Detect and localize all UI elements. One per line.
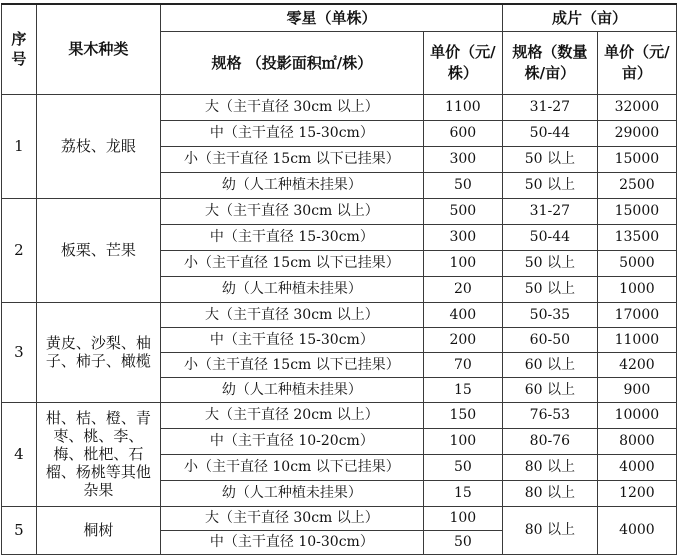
spec-cell: 小（主干直径 15cm 以下已挂果）: [161, 146, 424, 172]
mu-price-cell: 2500: [597, 172, 676, 198]
mu-price-cell: 15000: [597, 198, 676, 224]
mu-price-cell: 4000: [597, 506, 676, 554]
spec-cell: 大（主干直径 30cm 以上）: [161, 506, 424, 530]
table-row: [2, 506, 677, 530]
mu-price-cell: 11000: [597, 327, 676, 352]
group-index: 2: [2, 198, 37, 302]
mu-price-cell: 900: [597, 377, 676, 402]
price-cell: 100: [423, 506, 502, 530]
fruit-name: 黄皮、沙梨、柚子、柿子、橄榄: [36, 302, 160, 402]
price-cell: 400: [423, 302, 502, 327]
price-cell: 70: [423, 352, 502, 377]
density-cell: 31-27: [502, 198, 597, 224]
header-unit-price-mu: 单价（元/亩）: [597, 31, 676, 94]
price-cell: 100: [423, 428, 502, 454]
spec-cell: 中（主干直径 15-30cm）: [161, 224, 424, 250]
density-cell: 50-44: [502, 224, 597, 250]
price-cell: 200: [423, 327, 502, 352]
table-row: [2, 198, 677, 224]
fruit-name: 桐树: [36, 506, 160, 554]
group-index: 5: [2, 506, 37, 554]
density-cell: 60-50: [502, 327, 597, 352]
density-cell: 80-76: [502, 428, 597, 454]
price-cell: 100: [423, 250, 502, 276]
density-cell: 80 以上: [502, 454, 597, 480]
header-scattered: 零星（单株）: [161, 4, 503, 31]
price-cell: 15: [423, 377, 502, 402]
mu-price-cell: 4000: [597, 454, 676, 480]
header-seq: 序号: [2, 4, 37, 94]
density-cell: 31-27: [502, 94, 597, 120]
table-row: [2, 94, 677, 120]
spec-cell: 大（主干直径 30cm 以上）: [161, 302, 424, 327]
price-cell: 50: [423, 530, 502, 554]
density-cell: 80 以上: [502, 506, 597, 554]
spec-cell: 中（主干直径 15-30cm）: [161, 327, 424, 352]
price-cell: 150: [423, 402, 502, 428]
spec-cell: 幼（人工种植未挂果）: [161, 377, 424, 402]
price-cell: 1100: [423, 94, 502, 120]
density-cell: 50-44: [502, 120, 597, 146]
spec-cell: 中（主干直径 10-30cm）: [161, 530, 424, 554]
price-cell: 500: [423, 198, 502, 224]
header-spec-orchard: 规格（数量株/亩）: [502, 31, 597, 94]
spec-cell: 幼（人工种植未挂果）: [161, 276, 424, 302]
spec-cell: 大（主干直径 20cm 以上）: [161, 402, 424, 428]
density-cell: 80 以上: [502, 480, 597, 506]
density-cell: 50 以上: [502, 276, 597, 302]
spec-cell: 小（主干直径 10cm 以下已挂果）: [161, 454, 424, 480]
mu-price-cell: 1000: [597, 276, 676, 302]
header-fruit-type: 果木种类: [36, 4, 160, 94]
spec-cell: 幼（人工种植未挂果）: [161, 172, 424, 198]
header-spec-scattered: 规格 （投影面积㎡/株）: [161, 31, 424, 94]
fruit-name: 柑、桔、橙、青枣、桃、李、梅、枇杷、石榴、杨桃等其他杂果: [36, 402, 160, 506]
mu-price-cell: 13500: [597, 224, 676, 250]
group-index: 4: [2, 402, 37, 506]
density-cell: 50 以上: [502, 250, 597, 276]
mu-price-cell: 5000: [597, 250, 676, 276]
mu-price-cell: 8000: [597, 428, 676, 454]
price-cell: 20: [423, 276, 502, 302]
fruit-tree-compensation-table: [1, 3, 677, 555]
fruit-name: 板栗、芒果: [36, 198, 160, 302]
spec-cell: 小（主干直径 15cm 以下已挂果）: [161, 250, 424, 276]
price-cell: 600: [423, 120, 502, 146]
mu-price-cell: 10000: [597, 402, 676, 428]
mu-price-cell: 17000: [597, 302, 676, 327]
spec-cell: 大（主干直径 30cm 以上）: [161, 94, 424, 120]
density-cell: 60 以上: [502, 377, 597, 402]
spec-cell: 小（主干直径 15cm 以下已挂果）: [161, 352, 424, 377]
price-cell: 300: [423, 146, 502, 172]
density-cell: 50 以上: [502, 146, 597, 172]
mu-price-cell: 32000: [597, 94, 676, 120]
spec-cell: 幼（人工种植未挂果）: [161, 480, 424, 506]
header-orchard: 成片（亩）: [502, 4, 676, 31]
price-cell: 50: [423, 172, 502, 198]
density-cell: 50-35: [502, 302, 597, 327]
header-row-1: [2, 4, 677, 31]
header-unit-price-tree: 单价（元/株）: [423, 31, 502, 94]
price-cell: 15: [423, 480, 502, 506]
price-cell: 300: [423, 224, 502, 250]
table-row: [2, 302, 677, 327]
density-cell: 60 以上: [502, 352, 597, 377]
density-cell: 50 以上: [502, 172, 597, 198]
mu-price-cell: 29000: [597, 120, 676, 146]
group-index: 3: [2, 302, 37, 402]
spec-cell: 中（主干直径 10-20cm）: [161, 428, 424, 454]
mu-price-cell: 4200: [597, 352, 676, 377]
density-cell: 76-53: [502, 402, 597, 428]
mu-price-cell: 1200: [597, 480, 676, 506]
fruit-name: 荔枝、龙眼: [36, 94, 160, 198]
spec-cell: 大（主干直径 30cm 以上）: [161, 198, 424, 224]
group-index: 1: [2, 94, 37, 198]
spec-cell: 中（主干直径 15-30cm）: [161, 120, 424, 146]
price-cell: 50: [423, 454, 502, 480]
mu-price-cell: 15000: [597, 146, 676, 172]
table-row: [2, 402, 677, 428]
